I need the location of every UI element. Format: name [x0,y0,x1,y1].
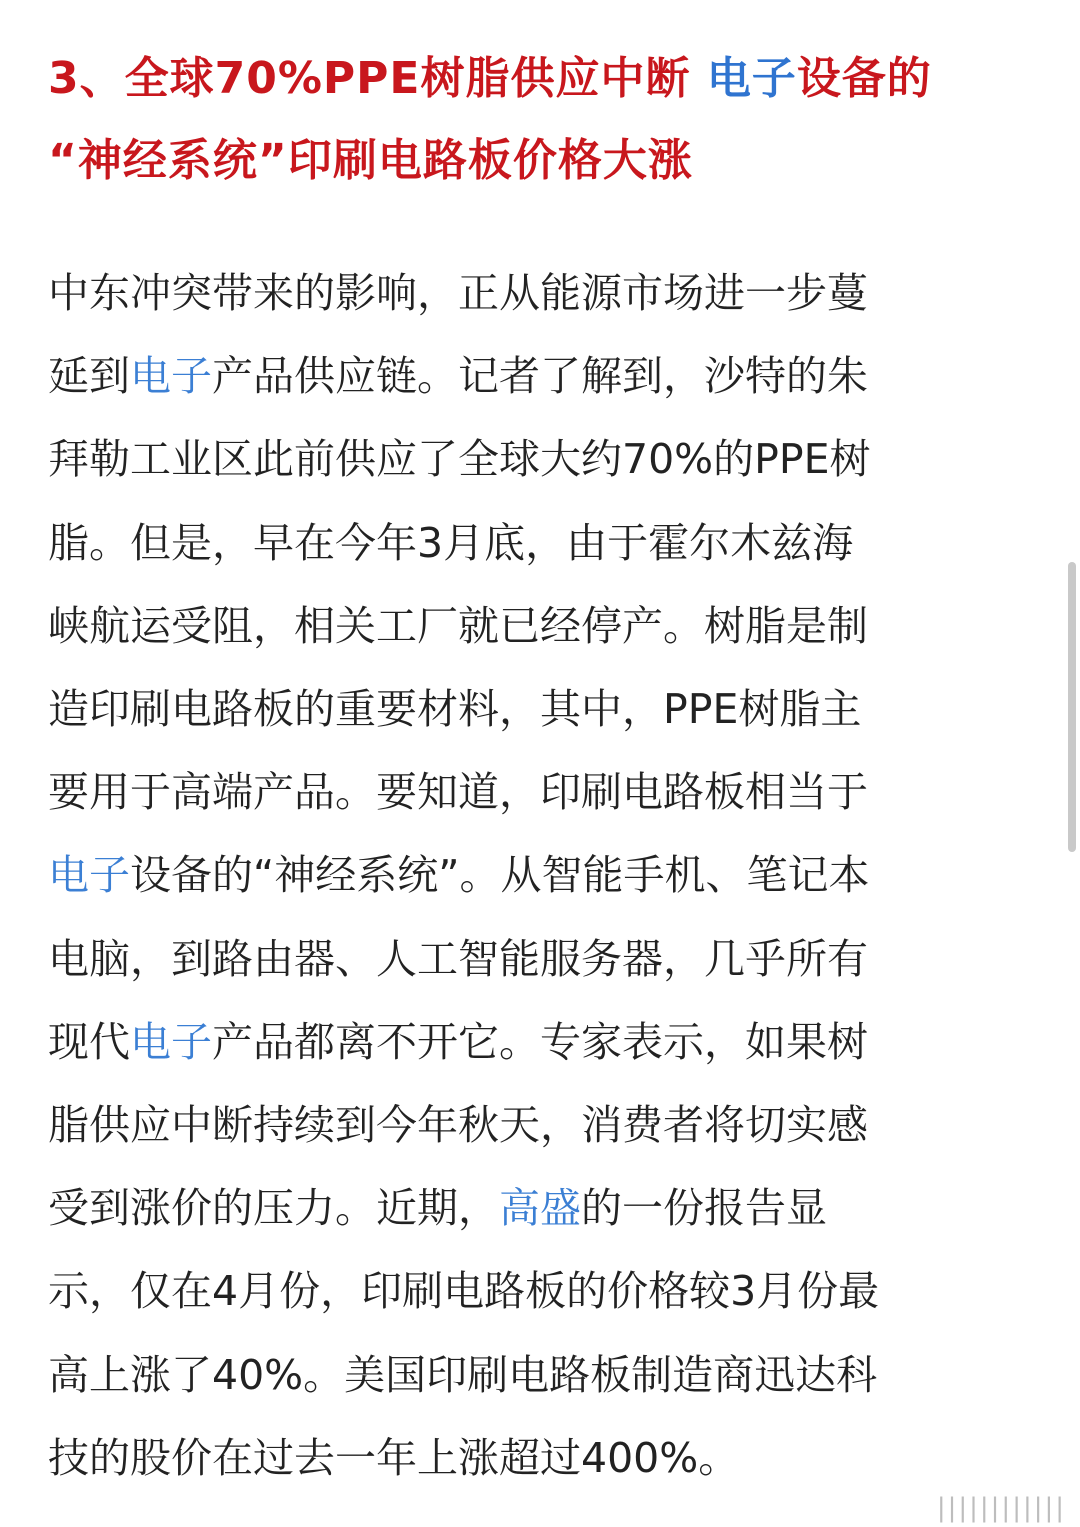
body-line [48,668,1038,751]
keyword-link[interactable]: 电子 [706,53,797,104]
body-text: 示，仅在4月份，印刷电路板的价格较3月份最 [48,1267,880,1316]
body-line [48,335,1038,418]
keyword-link[interactable]: 电子 [130,1017,212,1066]
body-text: 产品供应链。记者了解到，沙特的朱 [212,352,868,401]
body-line [48,502,1038,585]
body-line [48,834,1038,917]
body-line [48,1167,1038,1250]
body-text: 脂。但是，早在今年3月底，由于霍尔木兹海 [48,518,854,567]
body-line [48,1001,1038,1084]
body-text: 受到涨价的压力。近期， [48,1184,499,1233]
headline-text: “神经系统”印刷电路板价格大涨 [48,135,693,186]
body-text: 现代 [48,1017,130,1066]
keyword-link[interactable]: 电子 [130,352,212,401]
body-text: 产品都离不开它。专家表示，如果树 [212,1017,868,1066]
watermark-logo: |||||||||||| [936,1493,1066,1523]
body-text: 的一份报告显 [581,1184,827,1233]
body-line [48,1417,1038,1500]
body-text: 技的股价在过去一年上涨超过400%。 [48,1433,740,1482]
article-headline [48,38,1038,202]
body-line [48,918,1038,1001]
body-text: 要用于高端产品。要知道，印刷电路板相当于 [48,768,868,817]
body-line [48,585,1038,668]
body-text: 高上涨了40%。美国印刷电路板制造商迅达科 [48,1350,878,1399]
body-text: 拜勒工业区此前供应了全球大约70%的PPE树 [48,435,871,484]
headline-text: 设备的 [796,53,932,104]
body-text: 造印刷电路板的重要材料，其中，PPE树脂主 [48,685,862,734]
body-text: 脂供应中断持续到今年秋天，消费者将切实感 [48,1101,868,1150]
scrollbar[interactable] [1068,562,1076,852]
body-text: 延到 [48,352,130,401]
keyword-link[interactable]: 电子 [48,851,130,900]
body-line [48,1334,1038,1417]
body-line [48,1250,1038,1333]
headline-line [48,120,1038,202]
body-line [48,751,1038,834]
body-line [48,252,1038,335]
article-paragraph [48,252,1038,1500]
body-text: 中东冲突带来的影响，正从能源市场进一步蔓 [48,269,868,317]
body-line [48,1084,1038,1167]
headline-text: 3、全球70%PPE树脂供应中断 [48,53,707,104]
body-text: 电脑，到路由器、人工智能服务器，几乎所有 [48,934,868,983]
headline-line [48,38,1038,120]
article [48,38,1038,1500]
body-text: 峡航运受阻，相关工厂就已经停产。树脂是制 [48,601,868,650]
keyword-link[interactable]: 高盛 [499,1184,581,1233]
body-text: 设备的“神经系统”。从智能手机、笔记本 [130,851,870,900]
body-line [48,418,1038,501]
